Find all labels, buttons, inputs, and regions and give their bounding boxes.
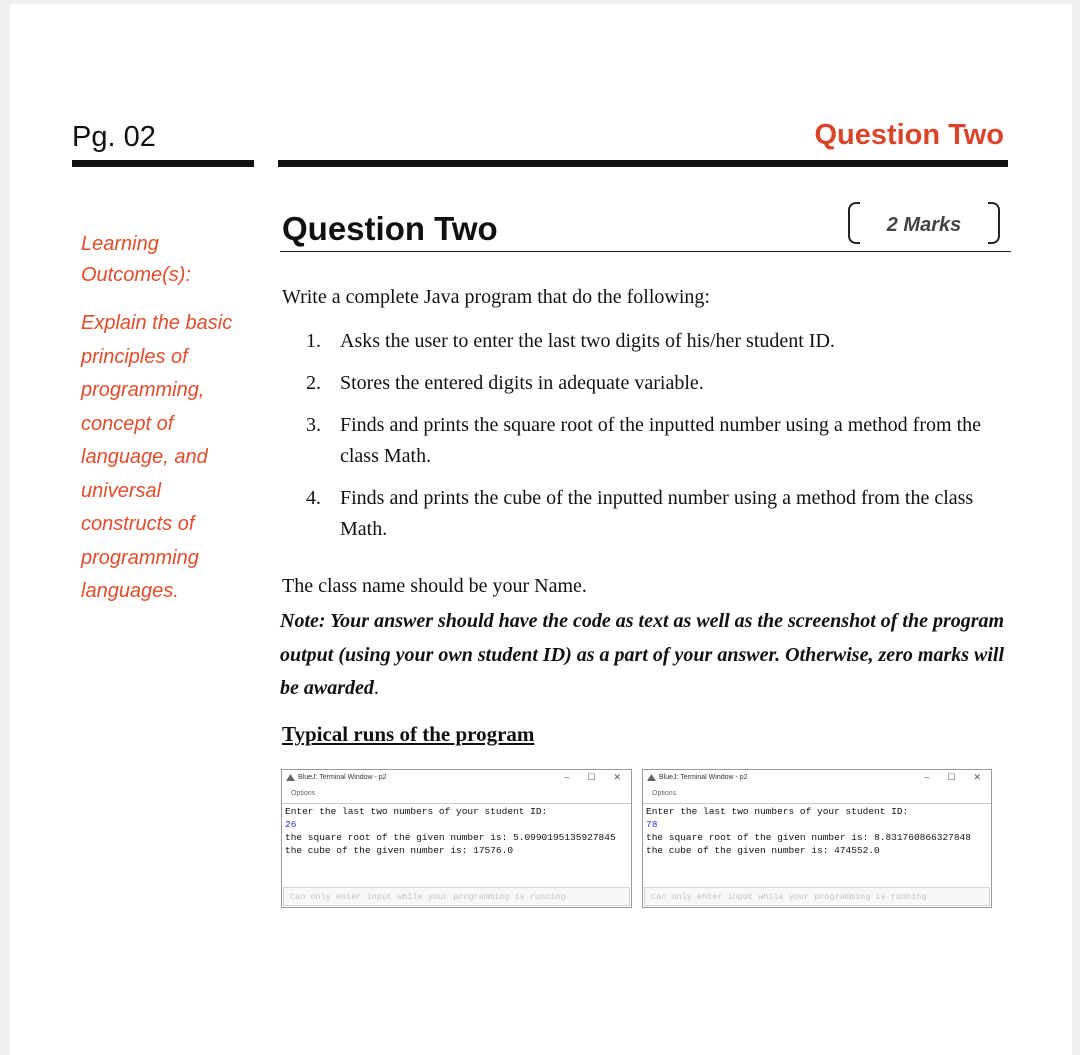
bluej-logo-icon bbox=[286, 774, 295, 781]
terminal-sqrt-line: the square root of the given number is: 8.831760866327848 bbox=[646, 832, 971, 843]
header-rule-left-bar bbox=[72, 160, 254, 167]
window-controls bbox=[924, 772, 981, 783]
question-intro: Write a complete Java program that do the following: bbox=[282, 286, 710, 308]
task-item bbox=[306, 410, 1016, 472]
section-title-text: Question Two bbox=[814, 119, 1004, 151]
close-icon[interactable]: ✕ bbox=[973, 772, 981, 782]
close-icon[interactable]: ✕ bbox=[613, 772, 621, 782]
terminal-title-bar bbox=[286, 774, 387, 781]
terminal-output bbox=[643, 803, 991, 888]
window-controls bbox=[564, 772, 621, 783]
task-number: 2. bbox=[306, 372, 321, 394]
terminal-prompt-line: Enter the last two numbers of your student ID: bbox=[285, 806, 548, 817]
options-menu[interactable]: Options bbox=[652, 790, 677, 797]
question-title: Question Two bbox=[282, 210, 498, 247]
learning-outcome-text: Explain the basic principles of programming, concept of language, and universal constructs of programming languages. bbox=[81, 312, 233, 602]
minimize-icon[interactable]: – bbox=[564, 772, 570, 782]
note-bold-text: Note: Your answer should have the code as text as well as the screenshot of the program output (using your own student ID) as a part of your answer. Otherwise, zero marks will be awarded bbox=[280, 610, 1005, 699]
options-menu[interactable]: Options bbox=[291, 790, 316, 797]
terminal-sqrt-line: the square root of the given number is: 5.0990195135927845 bbox=[285, 832, 616, 843]
minimize-icon[interactable]: – bbox=[924, 772, 930, 782]
learning-outcomes-sidebar bbox=[81, 229, 256, 609]
right-bracket-shape bbox=[988, 202, 1000, 244]
question-title-underline bbox=[280, 251, 1011, 252]
terminal-window-2 bbox=[642, 769, 992, 908]
terminal-output bbox=[282, 803, 631, 888]
task-number: 4. bbox=[306, 487, 321, 509]
terminal-cube-line: the cube of the given number is: 474552.0 bbox=[646, 845, 880, 856]
terminal-prompt-line: Enter the last two numbers of your student ID: bbox=[646, 806, 909, 817]
note-paragraph bbox=[280, 605, 1010, 706]
terminal-window-1 bbox=[281, 769, 632, 908]
task-list bbox=[306, 326, 1016, 556]
header-rule-right-bar bbox=[278, 160, 1008, 167]
terminal-input-line: 78 bbox=[646, 819, 658, 830]
terminal-title: BlueJ: Terminal Window - p2 bbox=[659, 774, 748, 781]
typical-runs-heading: Typical runs of the program bbox=[282, 722, 535, 746]
task-text: Asks the user to enter the last two digits of his/her student ID. bbox=[340, 330, 835, 352]
task-item bbox=[306, 326, 1016, 357]
note-end-period: . bbox=[373, 677, 379, 699]
terminal-title: BlueJ: Terminal Window - p2 bbox=[298, 774, 387, 781]
class-name-instruction: The class name should be your Name. bbox=[282, 575, 587, 597]
task-item bbox=[306, 483, 1016, 545]
page-number-text: Pg. 02 bbox=[72, 121, 156, 153]
task-number: 3. bbox=[306, 414, 321, 436]
marks-badge bbox=[843, 200, 1005, 248]
learning-outcome-label: Learning Outcome(s): bbox=[81, 233, 192, 286]
task-number: 1. bbox=[306, 330, 321, 352]
terminal-cube-line: the cube of the given number is: 17576.0 bbox=[285, 845, 514, 856]
task-text: Finds and prints the square root of the inputted number using a method from the class Math. bbox=[340, 414, 981, 467]
terminal-input-field[interactable]: Can only enter input while your programming is running bbox=[283, 887, 630, 906]
maximize-icon[interactable]: ☐ bbox=[947, 772, 956, 782]
task-item bbox=[306, 368, 1016, 399]
task-text: Stores the entered digits in adequate variable. bbox=[340, 372, 704, 394]
bluej-logo-icon bbox=[647, 774, 656, 781]
terminal-title-bar bbox=[647, 774, 748, 781]
terminal-input-line: 26 bbox=[285, 819, 297, 830]
maximize-icon[interactable]: ☐ bbox=[587, 772, 596, 782]
marks-text: 2 Marks bbox=[886, 214, 962, 236]
task-text: Finds and prints the cube of the inputted number using a method from the class Math. bbox=[340, 487, 974, 540]
terminal-input-field[interactable]: Can only enter input while your programming is running bbox=[644, 887, 990, 906]
